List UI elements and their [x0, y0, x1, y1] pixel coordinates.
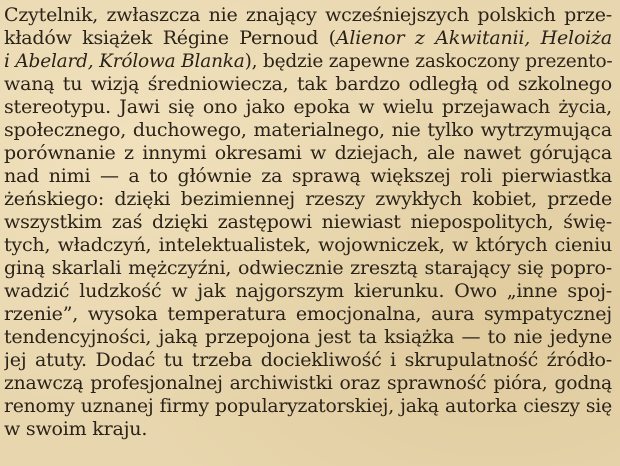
text-run: porównanie z innymi okresami w dziejach, ale nawet górująca — [4, 142, 612, 164]
text-run: giną skarlali mężczyźni, odwiecznie zresztą starający się popro- — [4, 257, 612, 279]
text-line — [4, 372, 612, 395]
text-line — [4, 280, 612, 303]
text-line — [4, 303, 612, 326]
text-run: żeńskiego: dzięki bezimiennej rzeszy zwykłych kobiet, przede — [4, 188, 612, 210]
text-run: nad nimi — a to głównie za sprawą większej roli pierwiastka — [4, 165, 612, 187]
text-run: ), będzie zapewne zaskoczony prezento- — [244, 51, 612, 72]
text-run: wszystkim zaś dzięki zastępowi niewiast niepospolitych, świę- — [4, 211, 612, 233]
text-run: tych, władczyń, intelektualistek, wojowniczek, w których cieniu — [4, 234, 612, 256]
text-run: znawczą profesjonalnej archiwistki oraz sprawność pióra, godną — [4, 373, 612, 394]
text-line — [4, 349, 612, 372]
text-run: waną tu wizją średniowiecza, tak bardzo odległą od szkolnego — [4, 73, 612, 95]
text-run: w swoim kraju. — [4, 418, 148, 440]
book-titles-italic: i Abelard, Królowa Blanka — [4, 51, 245, 72]
text-run: jej atuty. Dodać tu trzeba dociekliwość i skrupulatność źródło- — [4, 349, 612, 371]
text-line — [4, 418, 612, 441]
text-line — [4, 50, 612, 73]
text-run: rzenie”, wysoka temperatura emocjonalna, aura sympatycznej — [4, 303, 612, 325]
book-titles-italic: Alienor z Akwitanii, Heloiża — [335, 27, 612, 49]
text-run: kładów książek Régine Pernoud ( — [4, 27, 336, 49]
text-line — [4, 142, 612, 165]
text-line — [4, 119, 612, 142]
text-run: stereotypu. Jawi się ono jako epoka w wielu przejawach życia, — [4, 96, 612, 118]
text-line — [4, 165, 612, 188]
text-run: tendencyjności, jaką przepojona jest ta książka — to nie jedyne — [4, 326, 612, 348]
text-line — [4, 27, 612, 50]
text-line — [4, 4, 612, 27]
text-line — [4, 395, 612, 418]
text-line — [4, 188, 612, 211]
text-run: wadzić ludzkość w jak najgorszym kierunku. Owo „inne spoj- — [4, 280, 612, 302]
text-run: Czytelnik, zwłaszcza nie znający wcześniejszych polskich prze- — [4, 4, 612, 26]
text-run: renomy uznanej firmy popularyzatorskiej, jaką autorka cieszy się — [4, 396, 612, 417]
text-line — [4, 326, 612, 349]
text-line — [4, 96, 612, 119]
text-line — [4, 73, 612, 96]
text-line — [4, 257, 612, 280]
paragraph — [4, 4, 612, 441]
text-line — [4, 211, 612, 234]
text-line — [4, 234, 612, 257]
text-run: społecznego, duchowego, materialnego, nie tylko wytrzymująca — [4, 119, 612, 141]
